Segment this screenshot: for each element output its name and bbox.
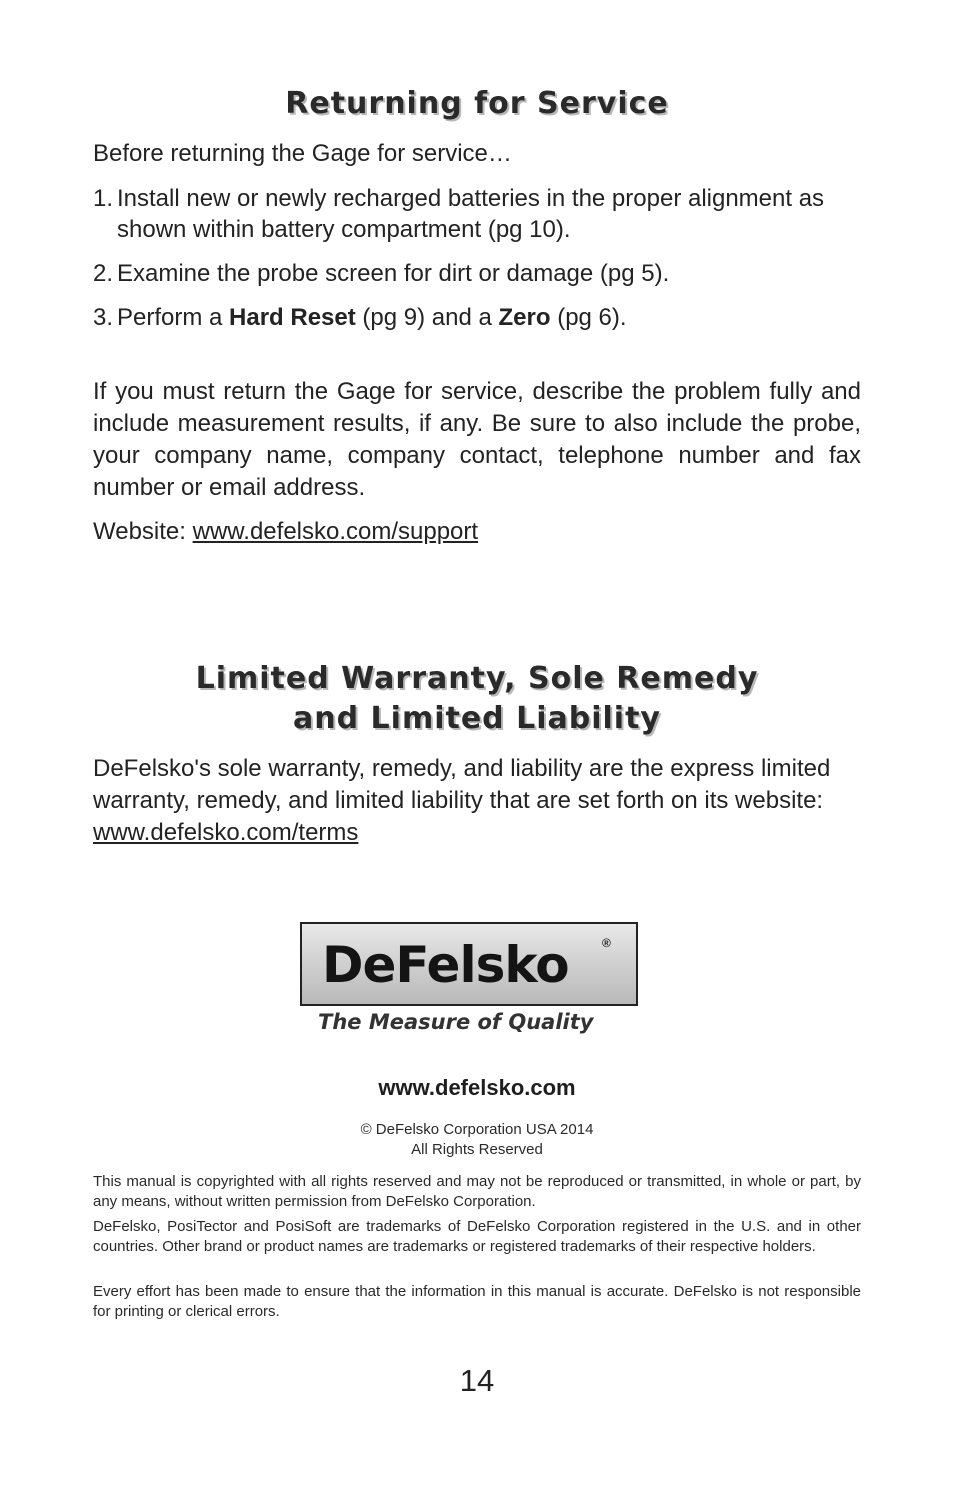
registered-mark: ® (602, 936, 611, 950)
footer-website[interactable]: www.defelsko.com (378, 1075, 576, 1100)
support-link[interactable]: www.defelsko.com/support (192, 518, 479, 545)
returning-service-heading: Returning for Service (285, 86, 669, 121)
warranty-heading-line2: and Limited Liability (293, 701, 661, 736)
list-item-1 (93, 183, 863, 245)
rights-line: All Rights Reserved (411, 1141, 543, 1158)
copyright-line: © DeFelsko Corporation USA 2014 (360, 1121, 594, 1138)
accuracy-notice: Every effort has been made to ensure that the information in this manual is accurate. DeFelsko is not responsible for printing or clerical errors. (93, 1283, 861, 1320)
list-text: Install new or newly recharged batteries in the proper alignment as shown within battery compartment (pg 10). (117, 185, 825, 243)
list-text: Examine the probe screen for dirt or damage (pg 5). (117, 260, 670, 287)
copyright-notice: This manual is copyrighted with all rights reserved and may not be reproduced or transmitted, in whole or part, by any means, without written permission from DeFelsko Corporation. (93, 1173, 861, 1210)
logo-tagline: The Measure of Quality (318, 1010, 594, 1034)
returning-intro: Before returning the Gage for service… (93, 140, 512, 167)
zero-label: Zero (498, 304, 551, 331)
text-segment: Perform a (117, 304, 230, 331)
logo-wordmark: DeFelsko (322, 936, 569, 994)
list-number: 3. (93, 304, 114, 331)
support-website-line (93, 516, 861, 548)
hard-reset-label: Hard Reset (229, 304, 356, 331)
list-number: 2. (93, 260, 114, 287)
logo-box (300, 922, 638, 1006)
warranty-paragraph (93, 753, 861, 849)
terms-link[interactable]: www.defelsko.com/terms (93, 819, 359, 846)
text-segment: (pg 9) and a (355, 304, 499, 331)
trademark-notice: DeFelsko, PosiTector and PosiSoft are trademarks of DeFelsko Corporation registered in the U.S. and in other countries. Other brand or product names are trademarks or registered trademarks of their respective holders. (93, 1218, 861, 1255)
defelsko-logo (300, 922, 638, 1048)
warranty-text: DeFelsko's sole warranty, remedy, and liability are the express limited warranty, remedy, and limited liability that are set forth on its website: (93, 755, 831, 814)
returning-paragraph: If you must return the Gage for service, describe the problem fully and include measurement results, if any. Be sure to also include the probe, your company name, company contact, telephone number and fax number or email address. (93, 378, 861, 501)
list-text (117, 302, 863, 333)
list-item-3 (93, 302, 863, 333)
list-number: 1. (93, 185, 114, 212)
list-item-2 (93, 258, 863, 289)
text-segment: (pg 6). (550, 304, 627, 331)
website-label: Website: (93, 518, 193, 545)
page-number: 14 (459, 1363, 495, 1398)
warranty-heading-line1: Limited Warranty, Sole Remedy (195, 661, 759, 696)
